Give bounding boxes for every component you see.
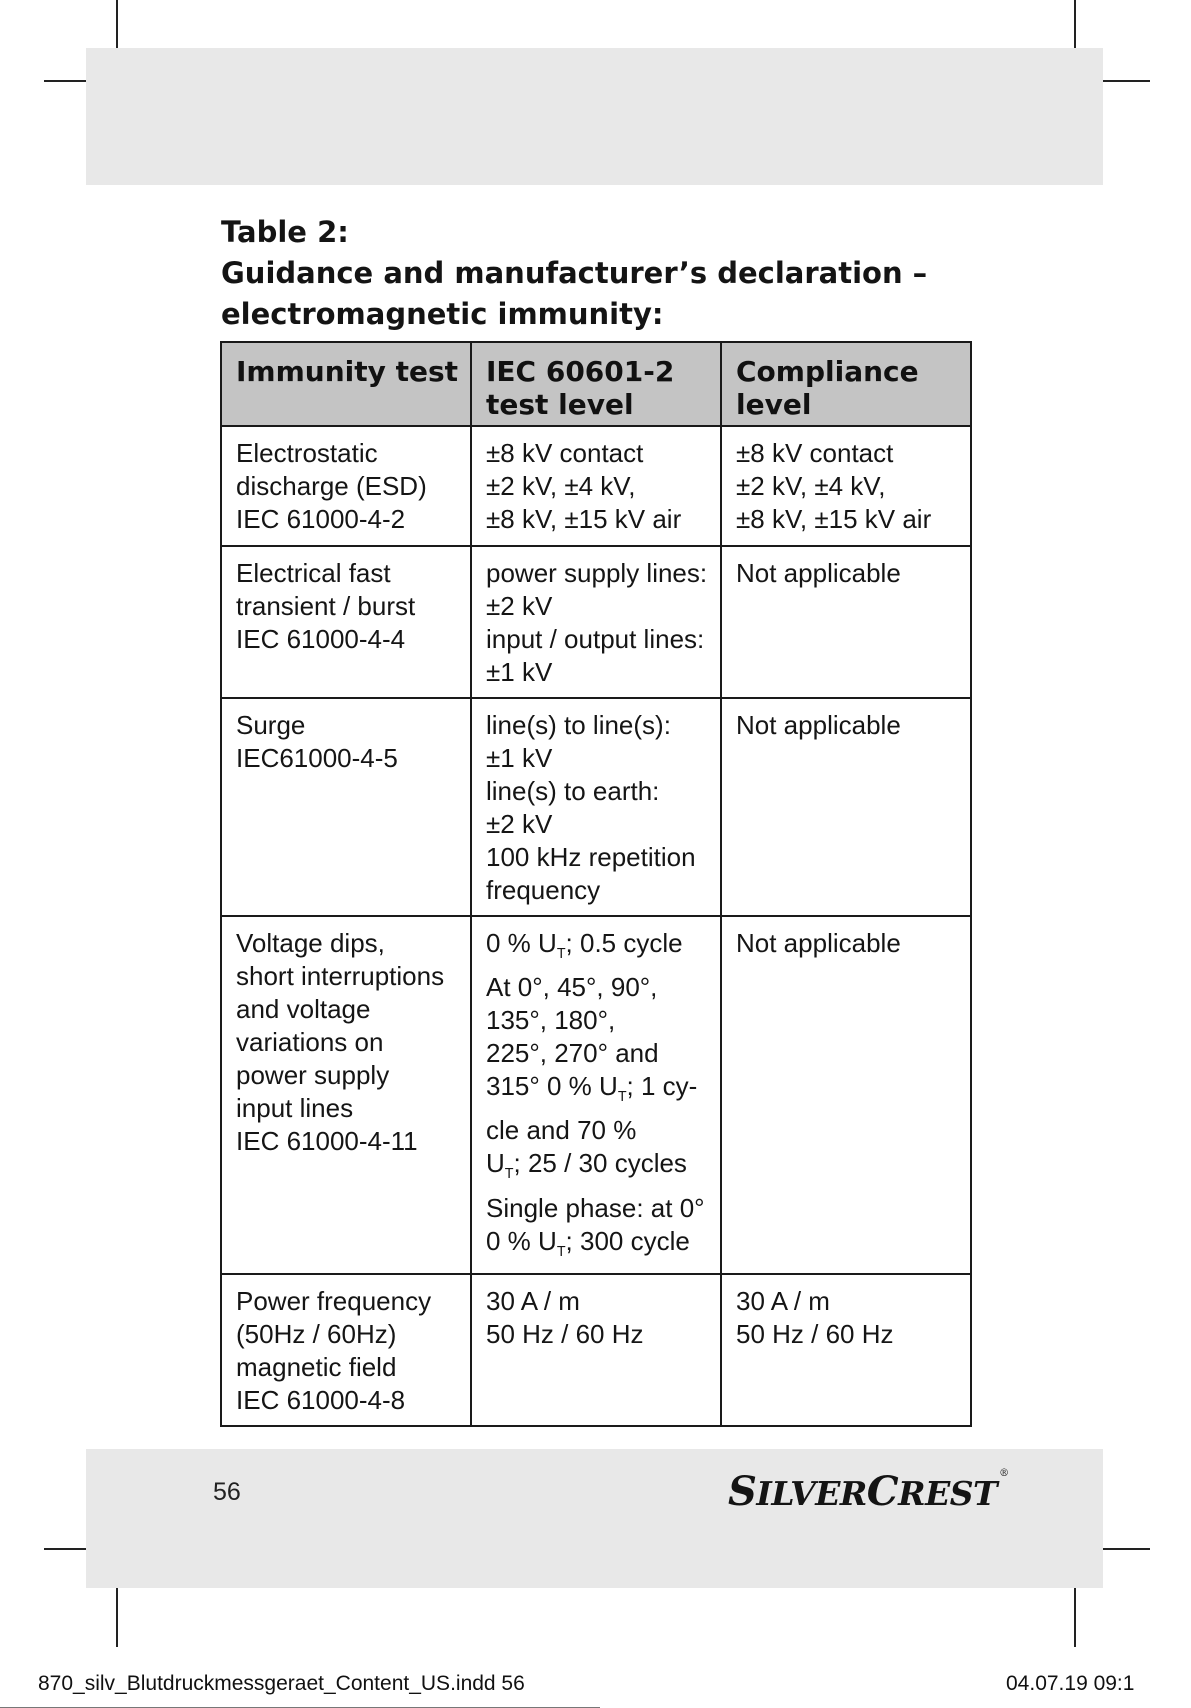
cell-line: input lines	[236, 1093, 354, 1123]
cell-line: Surge	[236, 710, 306, 740]
table-cell	[221, 546, 471, 698]
table-cell	[721, 1274, 971, 1426]
table-cell	[721, 426, 971, 546]
cell-line: and voltage	[236, 994, 371, 1024]
cell-line: Electrical fast	[236, 558, 391, 588]
cell-line: IEC 61000-4-8	[236, 1384, 406, 1415]
table-cell	[221, 916, 471, 1274]
table-cell	[471, 426, 721, 546]
cell-line: short interruptions	[236, 961, 445, 991]
table-cell	[721, 546, 971, 698]
table-cell	[471, 698, 721, 916]
table-cell	[221, 1274, 471, 1426]
table-row	[221, 546, 971, 698]
crop-mark	[1098, 80, 1150, 82]
cell-line: IEC 61000-4-2	[236, 504, 406, 534]
cell-line: power supply lines:	[486, 558, 708, 588]
header-cell	[471, 342, 721, 426]
header-cell	[721, 342, 971, 426]
cell-line: Not applicable	[736, 928, 901, 958]
cell-line: At 0°, 45°, 90°,	[486, 972, 658, 1003]
crop-mark	[1098, 1548, 1150, 1550]
cell-line: IEC61000-4-5	[236, 743, 398, 773]
cell-line: Immunity test	[236, 355, 459, 388]
cell-line: Power frequency	[236, 1285, 432, 1316]
cell-line: ±8 kV, ±15 kV air	[736, 504, 932, 534]
cell-line: Compliance	[736, 355, 919, 388]
slug-timestamp: 04.07.19 09:1	[1006, 1672, 1135, 1695]
title-line: Guidance and manufacturer’s declaration –	[221, 256, 928, 290]
cell-line: ±2 kV	[486, 809, 553, 839]
cell-line: ±8 kV, ±15 kV air	[486, 504, 682, 534]
table-cell	[221, 698, 471, 916]
cell-line: Electrostatic	[236, 438, 378, 468]
cell-line: 50 Hz / 60 Hz	[486, 1318, 644, 1349]
crop-mark	[1074, 1585, 1076, 1647]
crop-mark	[116, 1585, 118, 1647]
cell-line: Not applicable	[736, 558, 901, 588]
cell-line: 135°, 180°,	[486, 1005, 616, 1036]
cell-line: IEC 61000-4-4	[236, 624, 406, 654]
table-cell	[471, 546, 721, 698]
cell-line: test level	[486, 388, 634, 421]
table-row	[221, 916, 971, 1274]
table-row	[221, 1274, 971, 1426]
cell-line: variations on	[236, 1027, 384, 1057]
table-cell	[221, 426, 471, 546]
cell-line: Voltage dips,	[236, 928, 385, 958]
cell-line: ±2 kV, ±4 kV,	[736, 471, 886, 501]
table-cell	[721, 698, 971, 916]
table-row	[221, 698, 971, 916]
cell-line: cle and 70 %	[486, 1115, 637, 1146]
cell-line: 30 A / m	[486, 1285, 580, 1316]
cell-line: level	[736, 388, 812, 421]
cell-line: line(s) to line(s):	[486, 710, 671, 740]
page-number: 56	[213, 1478, 241, 1506]
cell-line: discharge (ESD)	[236, 471, 427, 501]
cell-line: 100 kHz repetition	[486, 842, 696, 872]
cell-line: $U_T$; 25 / 30 cycles	[486, 1148, 687, 1183]
page-title	[221, 212, 927, 335]
cell-line: transient / burst	[236, 591, 416, 621]
cell-line: magnetic field	[236, 1351, 397, 1382]
table-cell	[471, 1274, 721, 1426]
table-cell	[721, 916, 971, 1274]
cell-line: Single phase: at 0°	[486, 1192, 705, 1223]
cell-line: line(s) to earth:	[486, 776, 660, 806]
cell-line: Not applicable	[736, 710, 901, 740]
title-line: Table 2:	[221, 215, 349, 249]
cell-line: frequency	[486, 875, 601, 905]
cell-line: ±8 kV contact	[486, 438, 644, 468]
cell-line: power supply	[236, 1060, 390, 1090]
cell-line: ±1 kV	[486, 743, 553, 773]
cell-line: ±2 kV, ±4 kV,	[486, 471, 636, 501]
cell-line: ±2 kV	[486, 591, 553, 621]
header-band	[86, 48, 1103, 185]
cell-line: ±1 kV	[486, 657, 553, 687]
cell-line: 315° 0 % $U_T$; 1 cy-	[486, 1071, 698, 1106]
cell-line: (50Hz / 60Hz)	[236, 1318, 397, 1349]
table-header-row	[221, 342, 971, 426]
cell-line: IEC 60601-2	[486, 355, 675, 388]
header-cell	[221, 342, 471, 426]
cell-line: 0 % $U_T$; 0.5 cycle	[486, 928, 683, 963]
slug-filename: 870_silv_Blutdruckmessgeraet_Content_US.indd 56	[38, 1672, 525, 1695]
cell-line: ±8 kV contact	[736, 438, 894, 468]
title-line: electromagnetic immunity:	[221, 297, 664, 331]
cell-line: 225°, 270° and	[486, 1038, 659, 1069]
brand-logo: SILVERCREST®	[728, 1468, 1009, 1515]
cell-line: 0 % $U_T$; 300 cycle	[486, 1225, 690, 1260]
cell-line: IEC 61000-4-11	[236, 1126, 418, 1156]
table-row	[221, 426, 971, 546]
immunity-table	[220, 341, 972, 1427]
table-cell	[471, 916, 721, 1274]
cell-line: input / output lines:	[486, 624, 705, 654]
cell-line: 30 A / m	[736, 1285, 830, 1316]
cell-line: 50 Hz / 60 Hz	[736, 1318, 894, 1349]
